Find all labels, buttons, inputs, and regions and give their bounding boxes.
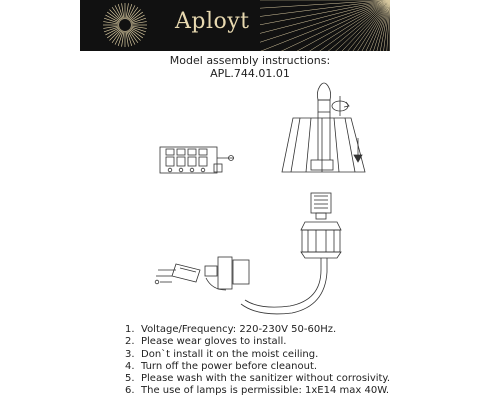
instruction-number: 3. xyxy=(125,348,135,360)
instruction-number: 4. xyxy=(125,360,135,372)
instruction-item xyxy=(125,349,390,361)
instruction-item xyxy=(125,324,390,336)
instruction-text: Please wear gloves to install. xyxy=(141,336,287,348)
instruction-text: The use of lamps is permissible: 1xE14 max 40W. xyxy=(141,385,390,397)
model-number: APL.744.01.01 xyxy=(210,67,290,80)
instruction-number: 2. xyxy=(125,336,135,348)
brand-name: Aployt xyxy=(175,9,250,34)
instruction-text: Turn off the power before cleanout. xyxy=(141,360,318,372)
instruction-text: Don`t install it on the moist ceiling. xyxy=(141,348,319,360)
instruction-text: Voltage/Frequency: 220-230V 50-60Hz. xyxy=(141,324,337,335)
socket-illustration xyxy=(311,193,331,219)
terminal-block-illustration xyxy=(160,147,234,173)
instructions-title: Model assembly instructions: xyxy=(169,54,331,67)
wall-arm-illustration xyxy=(205,257,327,314)
wire-connector-illustration xyxy=(155,264,200,284)
instruction-number: 6. xyxy=(125,385,135,397)
instruction-item xyxy=(125,373,390,385)
lantern-body-illustration xyxy=(301,222,341,258)
instruction-number: 1. xyxy=(125,324,135,335)
instruction-text: Please wash with the sanitizer without corrosivity. xyxy=(141,373,391,385)
lamp-shade-illustration xyxy=(282,83,365,172)
instruction-item xyxy=(125,336,390,348)
instruction-number: 5. xyxy=(125,373,135,385)
instruction-item xyxy=(125,361,390,373)
instructions-list xyxy=(125,324,390,398)
down-arrow-icon xyxy=(354,138,362,162)
instruction-item xyxy=(125,385,390,397)
rotate-arrow-icon xyxy=(332,96,349,116)
